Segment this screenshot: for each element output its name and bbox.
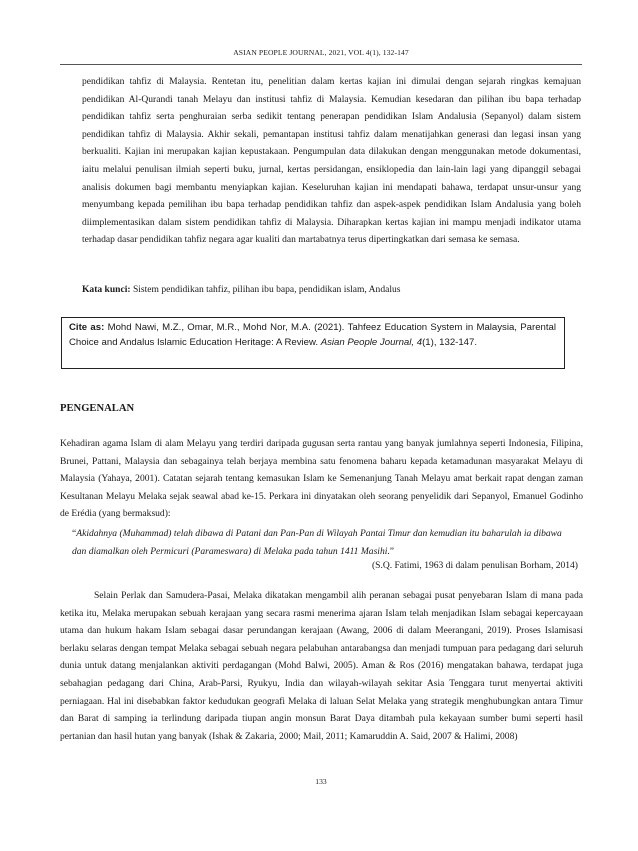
quote-open-mark: “	[72, 528, 77, 539]
citation-pages: (1), 132-147.	[422, 336, 478, 348]
keywords-text: Sistem pendidikan tahfiz, pilihan ibu bapa, pendidikan islam, Andalus	[132, 284, 401, 295]
citation-box	[61, 317, 565, 369]
quote-source: (S.Q. Fatimi, 1963 di dalam penulisan Borham, 2014)	[371, 560, 578, 571]
intro-paragraph-2: Selain Perlak dan Samudera-Pasai, Melaka dikatakan mengambil alih peranan sebagai pusat penyebaran Islam di mana pada ketika itu, Melaka merupakan sebuah kerajaan yang secara rasmi menerima ajaran Islam telah menjadikan Islam sebagai kepercayaan utama dan hukum hakam Islam sebagai dasar perundangan kerajaan (Awang, 2006 di dalam Meerangani, 2019). Proses Islamisasi berlaku selaras dengan tempat Melaka sebagai sebuah negara pelabuhan antarabangsa dan menjadi tumpuan para pedagang dari seluruh dunia untuk datang menjalankan aktiviti perdagangan (Mohd Balwi, 2005). Aman & Ros (2016) mengatakan bahawa, terdapat juga sebahagian pedagang dari China, Arab-Parsi, Ryukyu, India dan wilayah-wilayah sekitar Asia Tenggara turut menyertai aktiviti perniagaan. Hal ini disebabkan faktor kedudukan geografi Melaka di laluan Selat Melaka yang strategik menghubungkan antara Timur dan Barat di samping ia terlindung daripada tiupan angin monsun Barat Daya ditambah pula kekayaan sumber bumi seperti hasil pertanian dan hasil hutan yang banyak (Ishak & Zakaria, 2000; Mail, 2011; Kamaruddin A. Said, 2007 & Halimi, 2008)	[60, 590, 583, 742]
keywords-label: Kata kunci:	[82, 284, 131, 295]
citation-text: Mohd Nawi, M.Z., Omar, M.R., Mohd Nor, M.A. (2021). Tahfeez Education System in Malaysia, Parental Choice and Andalus Islamic Education Heritage: A Review.	[69, 322, 556, 348]
quote-close-mark: .”	[387, 546, 394, 557]
abstract-text: pendidikan tahfiz di Malaysia. Rentetan itu, penelitian dalam kertas kajian ini dimulai dengan sejarah ringkas kemajuan pendidikan Al-Qurandi tanah Melayu dan institusi tahfiz di Malaysia. Kemudian kesedaran dan pilihan ibu bapa terhadap pendidikan tahfiz serta penghuraian serba sedikit tentang penerapan pendidikan Islam Andalusia (Sepanyol) dalam sistem pendidikan tahfiz di Malaysia. Akhir sekali, pemantapan institusi tahfiz dalam menatijahkan generasi dan legasi insan yang berkualiti. Kajian ini merupakan kajian kepustakaan. Pengumpulan data dilakukan dengan menggunakan metode dokumentasi, iaitu melalui penulisan ilmiah seperti buku, jurnal, kertas persidangan, ensiklopedia dan lain-lain lagi yang dipanggil sebagai analisis dokumen bagi membantu menyiapkan kajian. Keseluruhan kajian ini mendapati bahawa, terdapat unsur-unsur yang menyumbang kepada pemilihan ibu bapa terhadap pendidikan tahfiz dan aspek-aspek pendidikan Islam Andalusia yang boleh diimplementasikan dalam sistem pendidikan tahfiz di Malaysia. Diharapkan kertas kajian ini mampu menjadi indikator utama terhadap dasar pendidikan tahfiz negara agar kualiti dan martabatnya terus dipertingkatkan dari semasa ke semasa.	[82, 76, 581, 246]
page-number: 133	[315, 777, 327, 786]
header-divider	[60, 64, 582, 65]
running-head: ASIAN PEOPLE JOURNAL, 2021, VOL 4(1), 132-147	[233, 48, 409, 57]
citation-label: Cite as:	[69, 322, 105, 333]
section-title: PENGENALAN	[60, 403, 135, 414]
keywords	[82, 281, 581, 298]
citation-volume: 4	[416, 336, 423, 348]
quote-text: Akidahnya (Muhammad) telah dibawa di Patani dan Pan-Pan di Wilayah Pantai Timur dan kemudian itu baharulah ia dibawa dan diamalkan oleh Permicuri (Parameswara) di Melaka pada tahun 1411 Masihi	[72, 528, 562, 557]
citation-journal: Asian People Journal,	[320, 336, 415, 348]
intro-paragraph-1: Kehadiran agama Islam di alam Melayu yang terdiri daripada gugusan serta rantau yang banyak jumlahnya seperti Indonesia, Filipina, Brunei, Pattani, Malaysia dan sebagainya telah berjaya membina satu fenomena baharu kepada ketamadunan masyarakat Melayu di Malaysia (Yahaya, 2001). Catatan sejarah tentang kemasukan Islam ke Semenanjung Tanah Melayu amat berkait rapat dengan zaman Kesultanan Melayu Melaka sejak seawal abad ke-15. Perkara ini dinyatakan oleh seorang penyelidik dari Sepanyol, Emanuel Godinho de Erédia (yang bermaksud):	[60, 438, 583, 520]
block-quote	[72, 525, 578, 561]
